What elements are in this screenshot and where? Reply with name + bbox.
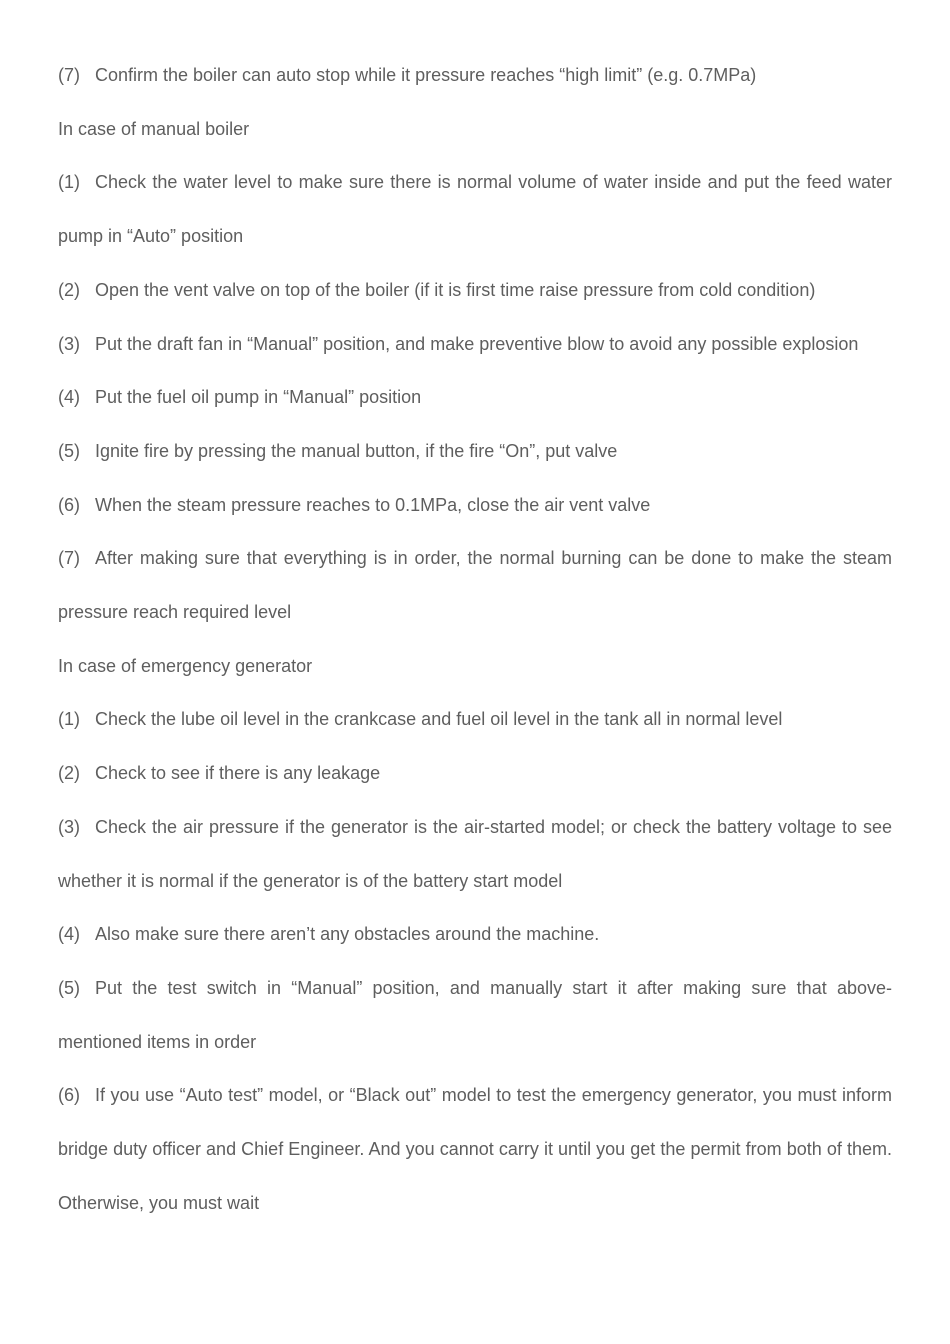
item-number: (1) <box>58 709 80 730</box>
item-number: (7) <box>58 548 80 569</box>
item-number: (6) <box>58 1085 80 1106</box>
item-number: (6) <box>58 494 80 515</box>
item-number: (3) <box>58 816 80 837</box>
item-text: Put the fuel oil pump in “Manual” position <box>95 387 422 408</box>
list-item <box>58 264 892 318</box>
list-item <box>58 49 892 103</box>
list-item <box>58 747 892 801</box>
list-item <box>58 962 892 1069</box>
item-text: Put the draft fan in “Manual” position, and make preventive blow to avoid any possible explosion <box>95 333 859 354</box>
item-number: (7) <box>58 65 80 85</box>
list-item <box>58 479 892 533</box>
section-heading: In case of manual boiler <box>58 118 250 139</box>
list-item <box>58 425 892 479</box>
list-item <box>58 318 892 372</box>
item-text: Check the water level to make sure there is normal volume of water inside and put the feed water pump in “Auto” position <box>58 172 892 247</box>
item-text: When the steam pressure reaches to 0.1MPa, close the air vent valve <box>95 494 651 515</box>
item-text: Confirm the boiler can auto stop while it pressure reaches “high limit” (e.g. 0.7MPa) <box>95 65 757 85</box>
item-text: After making sure that everything is in order, the normal burning can be done to make the steam pressure reach required level <box>58 548 892 623</box>
item-text: If you use “Auto test” model, or “Black out” model to test the emergency generator, you must inform bridge duty officer and Chief Engineer. And you cannot carry it until you get the permit from both of them. Otherwise, you must wait <box>58 1085 892 1213</box>
item-text: Put the test switch in “Manual” position, and manually start it after making sure that above-mentioned items in order <box>58 977 892 1052</box>
item-text: Check to see if there is any leakage <box>95 763 381 784</box>
list-item <box>58 532 892 639</box>
list-item <box>58 908 892 962</box>
item-number: (5) <box>58 440 80 461</box>
item-number: (3) <box>58 333 80 354</box>
list-item <box>58 371 892 425</box>
item-number: (1) <box>58 172 80 193</box>
item-number: (2) <box>58 279 80 300</box>
list-item <box>58 1069 892 1230</box>
item-text: Ignite fire by pressing the manual button, if the fire “On”, put valve <box>95 440 618 461</box>
list-item <box>58 801 892 908</box>
list-item <box>58 156 892 263</box>
item-text: Check the air pressure if the generator is the air-started model; or check the battery voltage to see whether it is normal if the generator is of the battery start model <box>58 816 892 891</box>
item-number: (2) <box>58 763 80 784</box>
list-item <box>58 693 892 747</box>
section-heading: In case of emergency generator <box>58 655 313 676</box>
item-number: (4) <box>58 387 80 408</box>
item-text: Also make sure there aren’t any obstacles around the machine. <box>95 924 600 945</box>
document-page <box>58 49 892 1230</box>
item-text: Check the lube oil level in the crankcase and fuel oil level in the tank all in normal level <box>95 709 783 730</box>
item-number: (4) <box>58 924 80 945</box>
item-text: Open the vent valve on top of the boiler (if it is first time raise pressure from cold condition) <box>95 279 816 300</box>
item-number: (5) <box>58 977 80 998</box>
